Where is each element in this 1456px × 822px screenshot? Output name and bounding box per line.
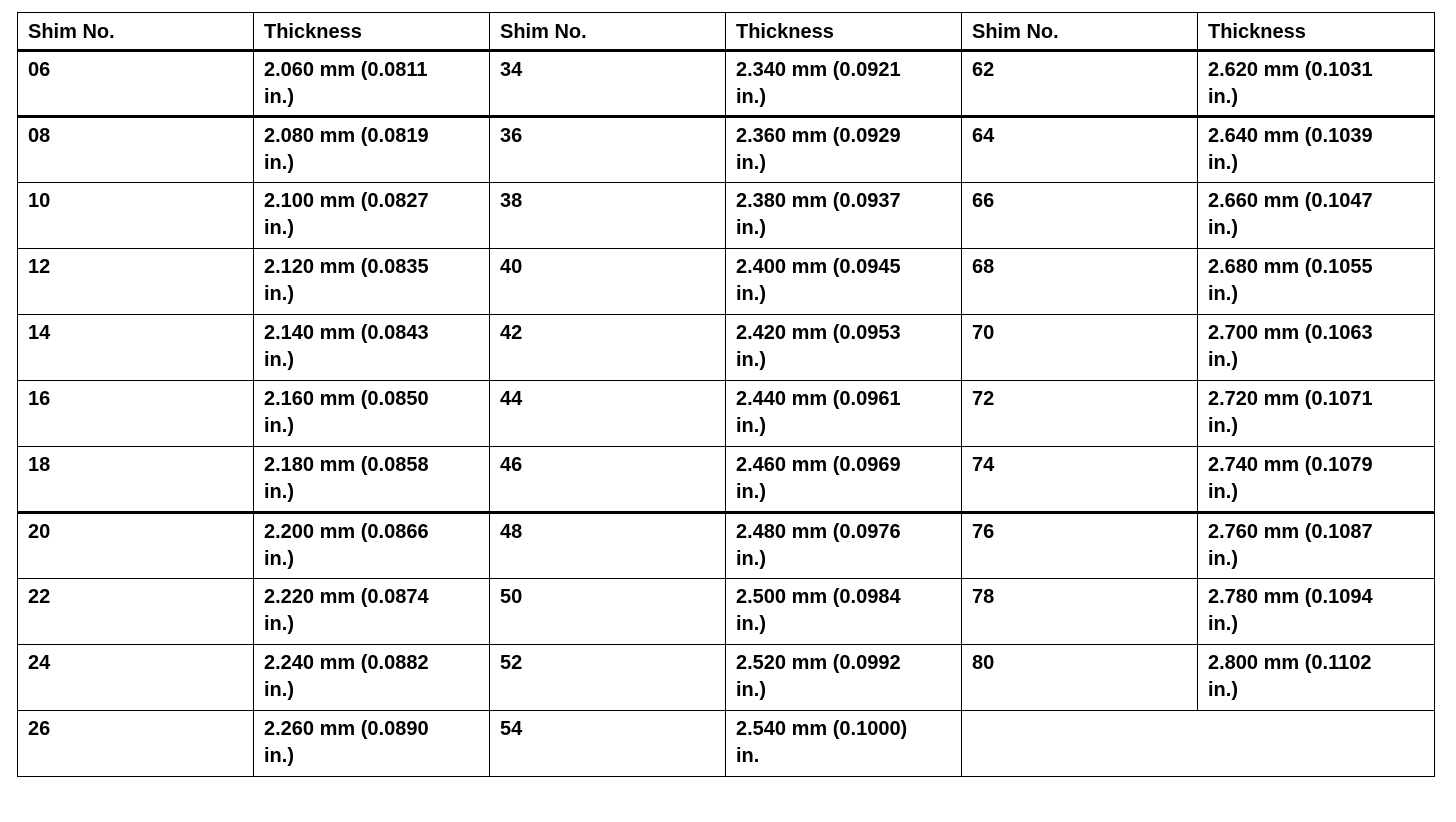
thickness-value: 2.680 mm (0.1055 in.): [1208, 256, 1373, 305]
thickness-cell: [726, 117, 962, 183]
shim-no-cell: 68: [962, 249, 1198, 315]
shim-no-cell: 80: [962, 645, 1198, 711]
table-body: [18, 51, 1435, 777]
shim-no-cell: 36: [490, 117, 726, 183]
thickness-value: 2.540 mm (0.1000) in.: [736, 718, 908, 767]
header-shim-no-3: Shim No.: [962, 13, 1198, 51]
thickness-cell: [726, 51, 962, 117]
shim-no-cell: 78: [962, 579, 1198, 645]
thickness-value: 2.620 mm (0.1031 in.): [1208, 59, 1373, 108]
thickness-cell: [1198, 579, 1435, 645]
shim-no-cell: 20: [18, 513, 254, 579]
shim-no-cell: 66: [962, 183, 1198, 249]
thickness-cell: [726, 711, 962, 777]
thickness-value: 2.140 mm (0.0843 in.): [264, 322, 429, 371]
shim-no-cell: 06: [18, 51, 254, 117]
thickness-value: 2.740 mm (0.1079 in.): [1208, 454, 1373, 503]
thickness-cell: [726, 249, 962, 315]
table-row: [18, 117, 1435, 183]
thickness-value: 2.780 mm (0.1094 in.): [1208, 586, 1373, 635]
table-row: [18, 381, 1435, 447]
thickness-value: 2.460 mm (0.0969 in.): [736, 454, 901, 503]
shim-thickness-table: [17, 12, 1435, 777]
thickness-cell: [1198, 183, 1435, 249]
table-row: [18, 645, 1435, 711]
thickness-value: 2.160 mm (0.0850 in.): [264, 388, 429, 437]
thickness-cell: [254, 117, 490, 183]
thickness-cell: [254, 51, 490, 117]
shim-no-cell: 64: [962, 117, 1198, 183]
shim-no-cell: 70: [962, 315, 1198, 381]
thickness-cell: [1198, 51, 1435, 117]
thickness-cell: [1198, 315, 1435, 381]
thickness-cell: [726, 183, 962, 249]
shim-no-cell: 26: [18, 711, 254, 777]
shim-no-cell: 76: [962, 513, 1198, 579]
thickness-value: 2.520 mm (0.0992 in.): [736, 652, 901, 701]
thickness-cell: [254, 315, 490, 381]
thickness-cell: [1198, 645, 1435, 711]
thickness-cell: [726, 513, 962, 579]
shim-no-cell: 24: [18, 645, 254, 711]
header-thickness-1: Thickness: [254, 13, 490, 51]
shim-no-cell: 52: [490, 645, 726, 711]
thickness-value: 2.060 mm (0.0811 in.): [264, 59, 428, 108]
thickness-cell: [1198, 447, 1435, 513]
thickness-value: 2.800 mm (0.1102 in.): [1208, 652, 1372, 701]
shim-no-cell: 42: [490, 315, 726, 381]
shim-no-cell: 38: [490, 183, 726, 249]
thickness-value: 2.200 mm (0.0866 in.): [264, 521, 429, 570]
thickness-value: 2.720 mm (0.1071 in.): [1208, 388, 1373, 437]
thickness-value: 2.220 mm (0.0874 in.): [264, 586, 429, 635]
empty-merged-cell: [962, 711, 1435, 777]
table-row: [18, 711, 1435, 777]
thickness-value: 2.640 mm (0.1039 in.): [1208, 125, 1373, 174]
thickness-value: 2.440 mm (0.0961 in.): [736, 388, 901, 437]
thickness-cell: [1198, 117, 1435, 183]
thickness-cell: [254, 645, 490, 711]
shim-no-cell: 50: [490, 579, 726, 645]
thickness-value: 2.340 mm (0.0921 in.): [736, 59, 901, 108]
shim-no-cell: 54: [490, 711, 726, 777]
thickness-cell: [254, 711, 490, 777]
thickness-value: 2.240 mm (0.0882 in.): [264, 652, 429, 701]
header-shim-no-1: Shim No.: [18, 13, 254, 51]
thickness-value: 2.400 mm (0.0945 in.): [736, 256, 901, 305]
thickness-value: 2.480 mm (0.0976 in.): [736, 521, 901, 570]
header-thickness-2: Thickness: [726, 13, 962, 51]
thickness-cell: [726, 381, 962, 447]
thickness-value: 2.080 mm (0.0819 in.): [264, 125, 429, 174]
shim-no-cell: 72: [962, 381, 1198, 447]
thickness-value: 2.180 mm (0.0858 in.): [264, 454, 429, 503]
shim-table-container: [17, 12, 1434, 777]
thickness-value: 2.700 mm (0.1063 in.): [1208, 322, 1373, 371]
shim-no-cell: 46: [490, 447, 726, 513]
thickness-cell: [254, 249, 490, 315]
thickness-value: 2.420 mm (0.0953 in.): [736, 322, 901, 371]
header-shim-no-2: Shim No.: [490, 13, 726, 51]
shim-no-cell: 16: [18, 381, 254, 447]
shim-no-cell: 34: [490, 51, 726, 117]
thickness-value: 2.360 mm (0.0929 in.): [736, 125, 901, 174]
thickness-value: 2.260 mm (0.0890 in.): [264, 718, 429, 767]
thickness-cell: [726, 645, 962, 711]
shim-no-cell: 08: [18, 117, 254, 183]
shim-no-cell: 40: [490, 249, 726, 315]
thickness-cell: [254, 381, 490, 447]
thickness-value: 2.500 mm (0.0984 in.): [736, 586, 901, 635]
thickness-value: 2.760 mm (0.1087 in.): [1208, 521, 1373, 570]
thickness-cell: [726, 579, 962, 645]
table-row: [18, 579, 1435, 645]
thickness-cell: [1198, 513, 1435, 579]
thickness-cell: [254, 183, 490, 249]
table-row: [18, 183, 1435, 249]
thickness-value: 2.120 mm (0.0835 in.): [264, 256, 429, 305]
table-row: [18, 447, 1435, 513]
thickness-value: 2.380 mm (0.0937 in.): [736, 190, 901, 239]
thickness-value: 2.100 mm (0.0827 in.): [264, 190, 429, 239]
thickness-cell: [254, 447, 490, 513]
thickness-cell: [1198, 381, 1435, 447]
table-header: [18, 13, 1435, 51]
table-row: [18, 51, 1435, 117]
shim-no-cell: 10: [18, 183, 254, 249]
table-row: [18, 315, 1435, 381]
thickness-cell: [726, 447, 962, 513]
thickness-cell: [254, 579, 490, 645]
table-row: [18, 513, 1435, 579]
shim-no-cell: 44: [490, 381, 726, 447]
shim-no-cell: 18: [18, 447, 254, 513]
header-thickness-3: Thickness: [1198, 13, 1435, 51]
thickness-cell: [1198, 249, 1435, 315]
thickness-cell: [254, 513, 490, 579]
table-row: [18, 249, 1435, 315]
shim-no-cell: 62: [962, 51, 1198, 117]
header-row: [18, 13, 1435, 51]
shim-no-cell: 22: [18, 579, 254, 645]
shim-no-cell: 12: [18, 249, 254, 315]
shim-no-cell: 74: [962, 447, 1198, 513]
shim-no-cell: 14: [18, 315, 254, 381]
thickness-cell: [726, 315, 962, 381]
shim-no-cell: 48: [490, 513, 726, 579]
thickness-value: 2.660 mm (0.1047 in.): [1208, 190, 1373, 239]
